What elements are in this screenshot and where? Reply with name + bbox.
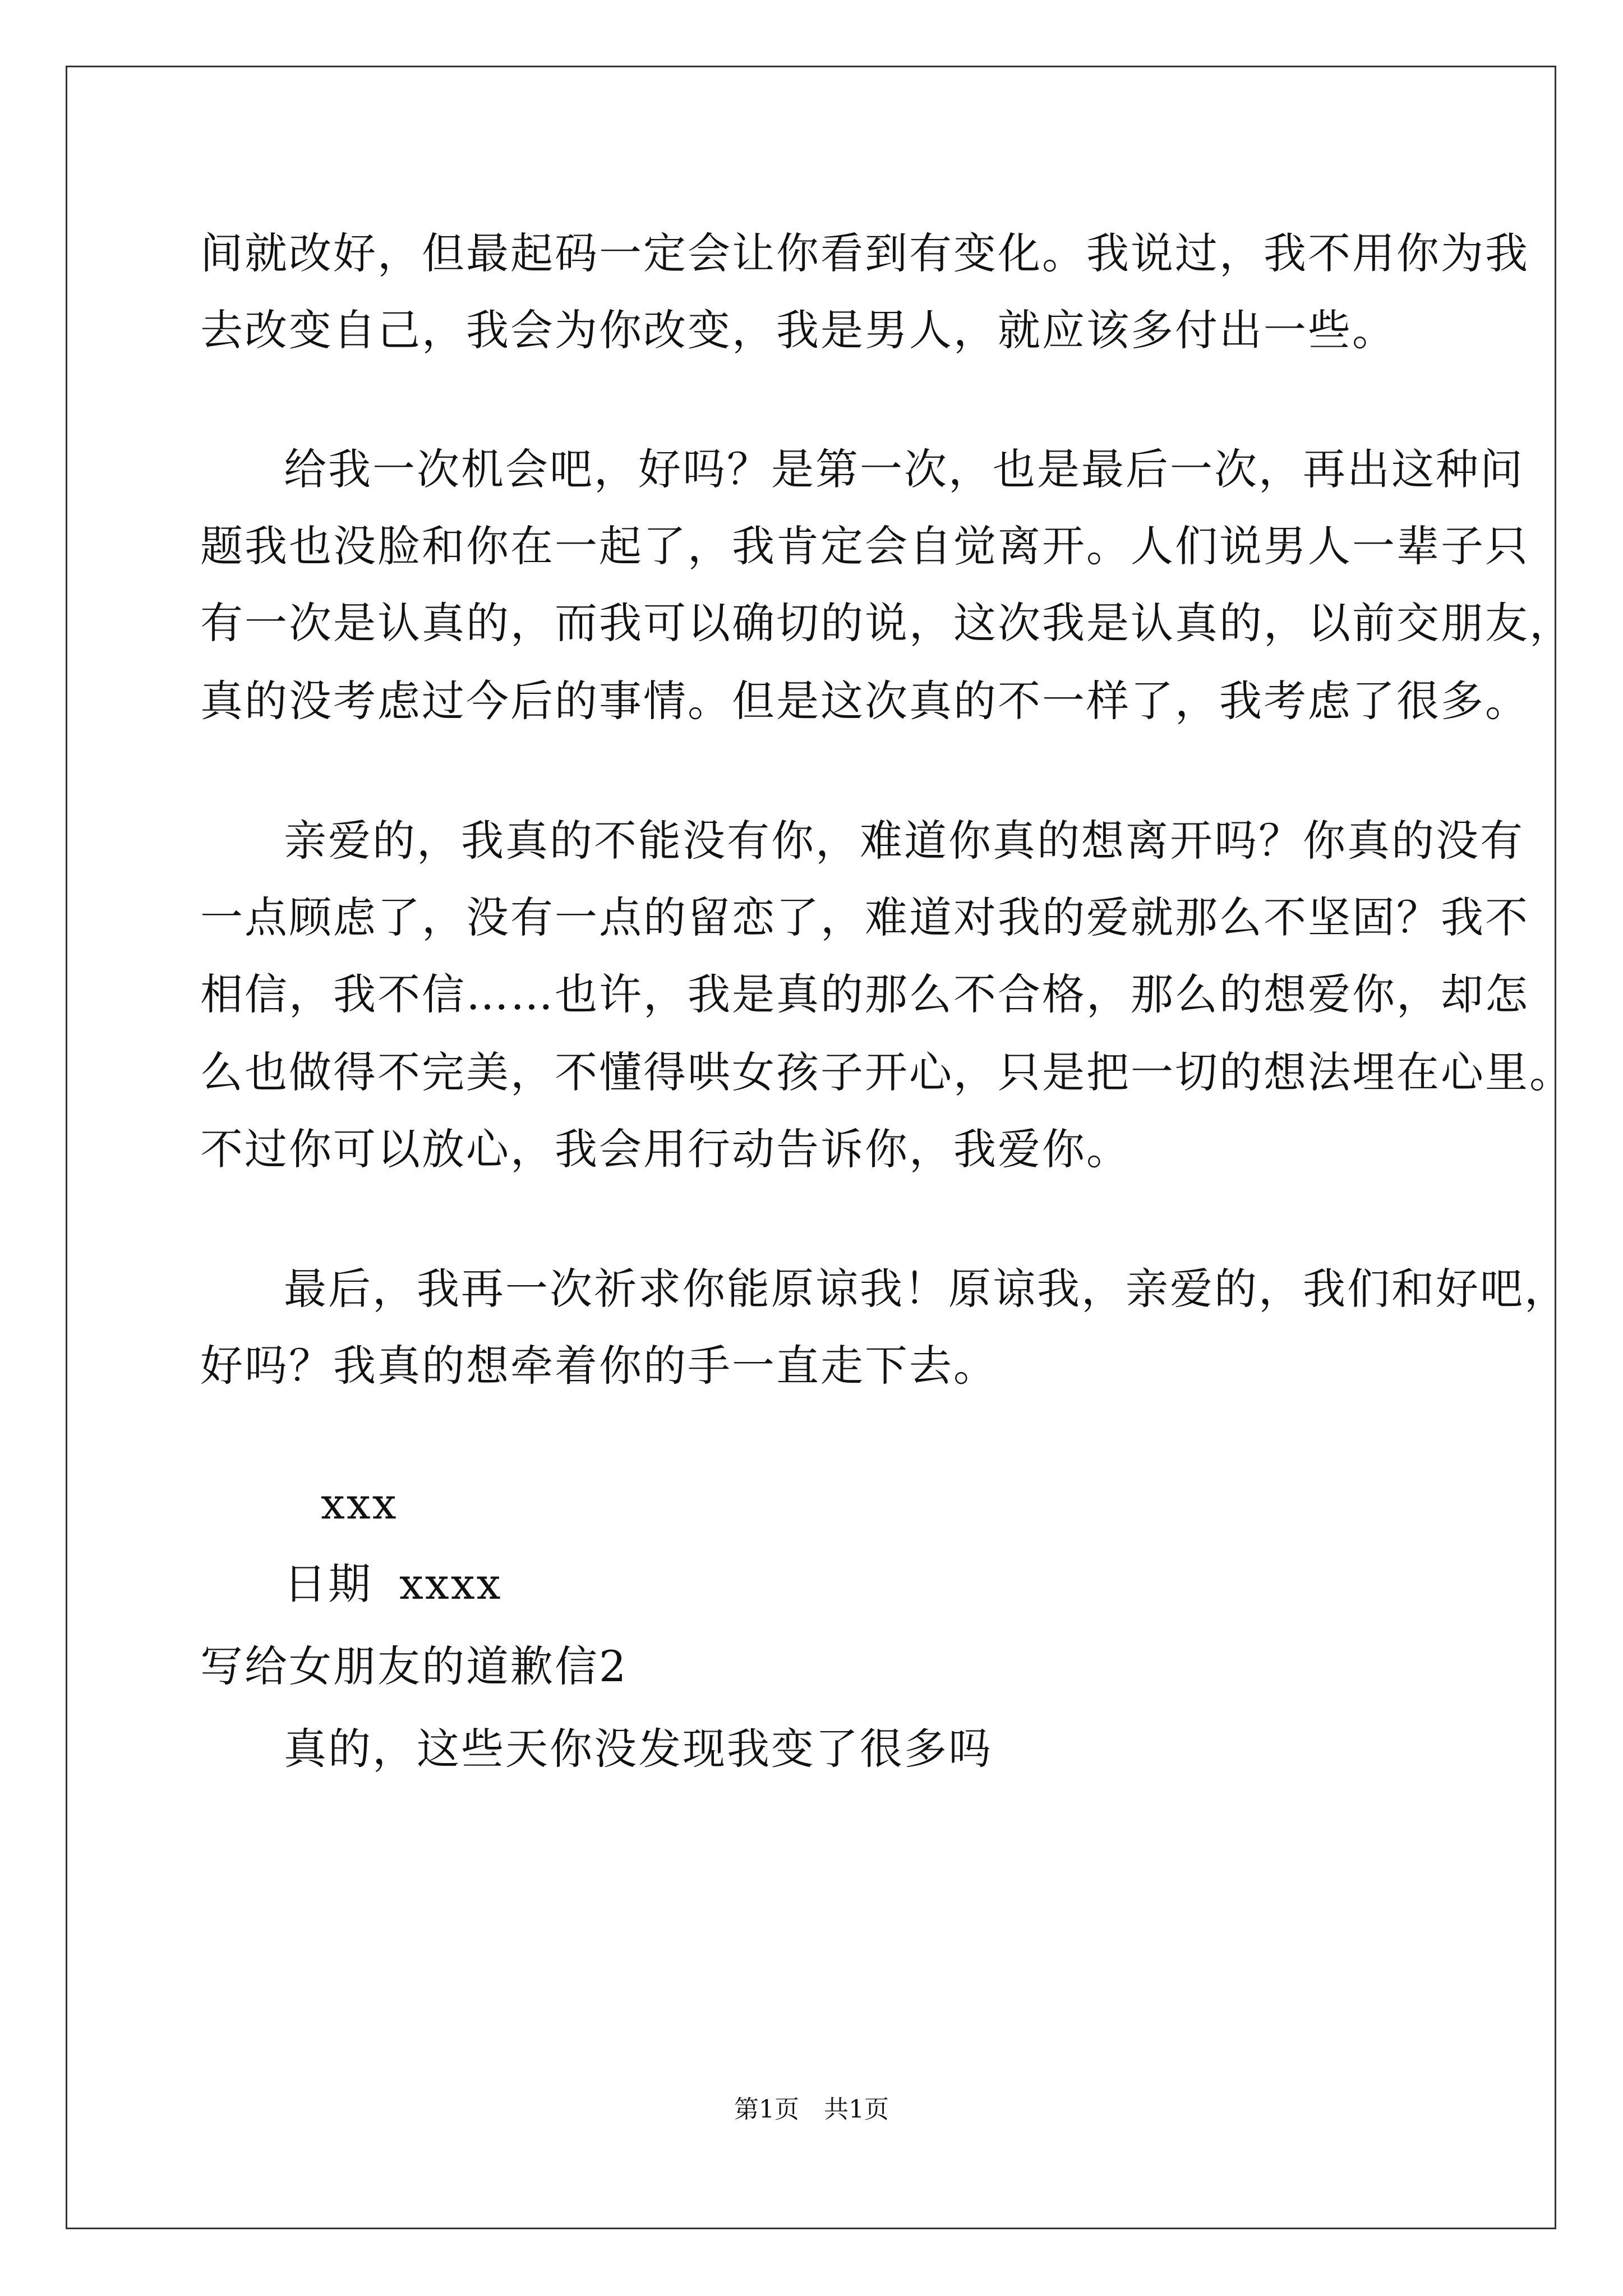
section-title: 写给女朋友的道歉信2 xyxy=(200,1641,628,1691)
letter-line: 有一次是认真的，而我可以确切的说，这次我是认真的，以前交朋友， xyxy=(200,598,1574,648)
paragraph-start-line: 亲爱的，我真的不能没有你，难道你真的想离开吗？你真的没有 xyxy=(284,816,1524,866)
letter-line: 好吗？我真的想牵着你的手一直走下去。 xyxy=(200,1341,998,1391)
page-number: 第1页 共1页 xyxy=(734,2095,889,2124)
letter-line: 么也做得不完美，不懂得哄女孩子开心，只是把一切的想法埋在心里。 xyxy=(200,1047,1574,1097)
signature: xxx xyxy=(321,1479,398,1529)
letter-line: 真的没考虑过今后的事情。但是这次真的不一样了，我考虑了很多。 xyxy=(200,676,1529,726)
paragraph-start-line: 最后，我再一次祈求你能原谅我！原谅我，亲爱的，我们和好吧， xyxy=(284,1264,1569,1314)
letter-line: 间就改好，但最起码一定会让你看到有变化。我说过，我不用你为我 xyxy=(200,228,1529,278)
letter-line: 去改变自己，我会为你改变，我是男人，就应该多付出一些。 xyxy=(200,305,1396,355)
paragraph-start-line: 真的，这些天你没发现我变了很多吗 xyxy=(284,1724,993,1774)
date-label: 日期 xyxy=(284,1559,372,1609)
letter-line: 一点顾虑了，没有一点的留恋了，难道对我的爱就那么不坚固？我不 xyxy=(200,892,1529,942)
date-line xyxy=(284,1559,502,1609)
letter-line: 题我也没脸和你在一起了，我肯定会自觉离开。人们说男人一辈子只 xyxy=(200,521,1529,571)
paragraph-start-line: 给我一次机会吧，好吗？是第一次，也是最后一次，再出这种问 xyxy=(284,444,1524,494)
letter-line: 不过你可以放心，我会用行动告诉你，我爱你。 xyxy=(200,1124,1131,1174)
letter-line: 相信，我不信……也许，我是真的那么不合格，那么的想爱你，却怎 xyxy=(200,969,1529,1019)
date-value: xxxx xyxy=(399,1559,502,1609)
